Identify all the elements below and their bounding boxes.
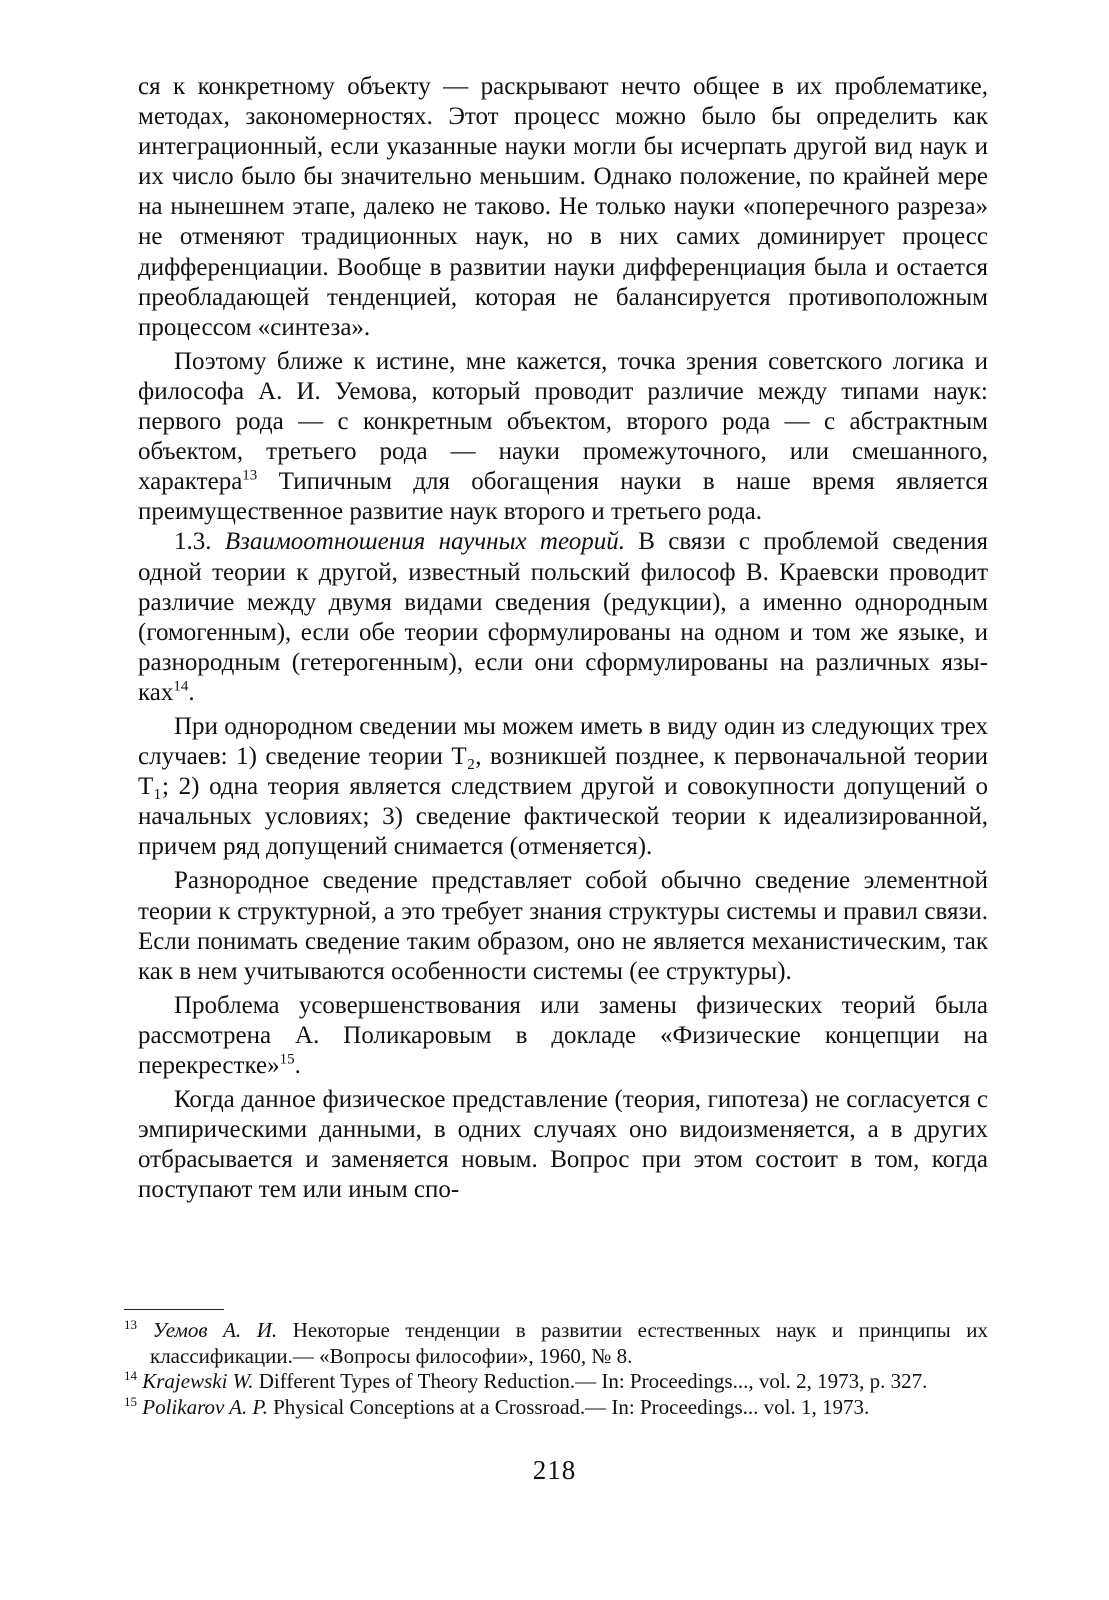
paragraph-7 — [138, 1085, 988, 1205]
footnote-ref-13: 13 — [242, 467, 258, 484]
paragraph-3-text: В связи с проблемой сведения одной теории к другой, известный польский философ В. Краевски проводит различие между двумя видами сведения (редукции), а именно однородным (гомогенным), если обе теории сформулированы на одном и том же языке, и разнородным (гетерогенным), если они сформулированы на различных языках — [138, 528, 989, 706]
paragraph-3 — [138, 527, 988, 708]
paragraph-2-text-end: Типичным для обогащения науки в наше время является преимущественное развитие наук второго и третьего рода. — [138, 468, 988, 526]
footnote-text: Physical Conceptions at a Crossroad.— In: Proceedings... vol. 1, 1973. — [267, 1394, 870, 1419]
footnote-13 — [124, 1318, 988, 1369]
footnotes — [124, 1318, 988, 1420]
paragraph-7-text: Когда данное физическое представление (теория, гипотеза) не согласуется с эмпирическими данными, в одних случаях оно видоизменяется, а в других отбрасывается и заменяется новым. Вопрос при этом состоит в том, когда поступают тем или иным спо- — [138, 1086, 988, 1204]
footnote-author: Polikarov A. P. — [142, 1394, 268, 1419]
page-number: 218 — [532, 1455, 577, 1485]
footnote-ref-14: 14 — [173, 678, 189, 695]
footnote-number: 15 — [124, 1393, 137, 1409]
paragraph-1-text: ся к конкретному объекту — раскрывают нечто общее в их проблематике, методах, закономерностях. Этот процесс можно было бы определить как интеграционный, если указанные науки могли бы исчерпать другой вид наук и их число было бы значительно меньшим. Однако положение, по крайней мере на нынешнем этапе, далеко не таково. Не только науки «поперечного разреза» не отменяют традиционных наук, но в них самих доминирует процесс дифференциации. Вообще в развитии науки дифференциация была и остается преобладающей тенденцией, которая не балансируется противоположным процессом «синтеза». — [138, 73, 988, 341]
paragraph-6 — [138, 991, 988, 1081]
footnote-text: Некоторые тенденции в развитии естественных наук и принципы их классификации.— «Вопросы философии», 1960, № 8. — [150, 1318, 988, 1368]
paragraph-6-text-end: . — [294, 1052, 301, 1079]
paragraph-6-text: Проблема усовершенствования или замены физических теорий была рассмотрена А. Поликаровым в докладе «Физические концепции на перекрестке» — [138, 991, 988, 1079]
paragraph-4-text: При однородном сведении мы можем иметь в виду один из следующих трех случаев: 1) сведение теории T₂, возникшей позднее, к первоначальной теории T₁; 2) одна теория является следствием другой и совокупности допущений о начальных условиях; 3) сведение фактической теории к идеализированной, причем ряд допущений снимается (отменяется). — [138, 712, 988, 861]
paragraph-4 — [138, 712, 988, 862]
paragraph-2 — [138, 347, 988, 528]
body-text — [138, 72, 988, 1205]
paragraph-1 — [138, 72, 988, 343]
section-heading: Взаимоотношения научных теорий. — [224, 528, 625, 556]
footnote-author: Krajewski W. — [142, 1369, 254, 1393]
paragraph-5-text: Разнородное сведение представляет собой обычно сведение элементной теории к структурной, а это требует знания структуры системы и правил связи. Если понимать сведение таким образом, оно не является механистическим, так как в нем учитываются особенности системы (ее структуры). — [138, 867, 988, 985]
paragraph-2-text: Поэтому ближе к истине, мне кажется, точка зрения советского логика и философа А. И. Уемова, который проводит различие между типами наук: первого рода — с конкретным объектом, второго рода — с абстрактным объектом, третьего рода — науки промежуточного, или смешанного, характера — [138, 347, 988, 496]
footnote-author: Уемов А. И. — [152, 1318, 278, 1342]
section-number: 1.3. — [174, 528, 225, 556]
footnote-text: Different Types of Theory Reduction.— In: Proceedings..., vol. 2, 1973, p. 327. — [253, 1369, 928, 1393]
footnote-15 — [124, 1395, 988, 1421]
footnote-number: 14 — [124, 1368, 137, 1383]
paragraph-3-text-end: . — [188, 678, 195, 706]
footnote-divider — [124, 1309, 224, 1310]
footnote-ref-15: 15 — [279, 1051, 295, 1068]
footnote-14 — [124, 1369, 988, 1395]
footnote-number: 13 — [124, 1317, 137, 1332]
paragraph-5 — [138, 866, 988, 986]
